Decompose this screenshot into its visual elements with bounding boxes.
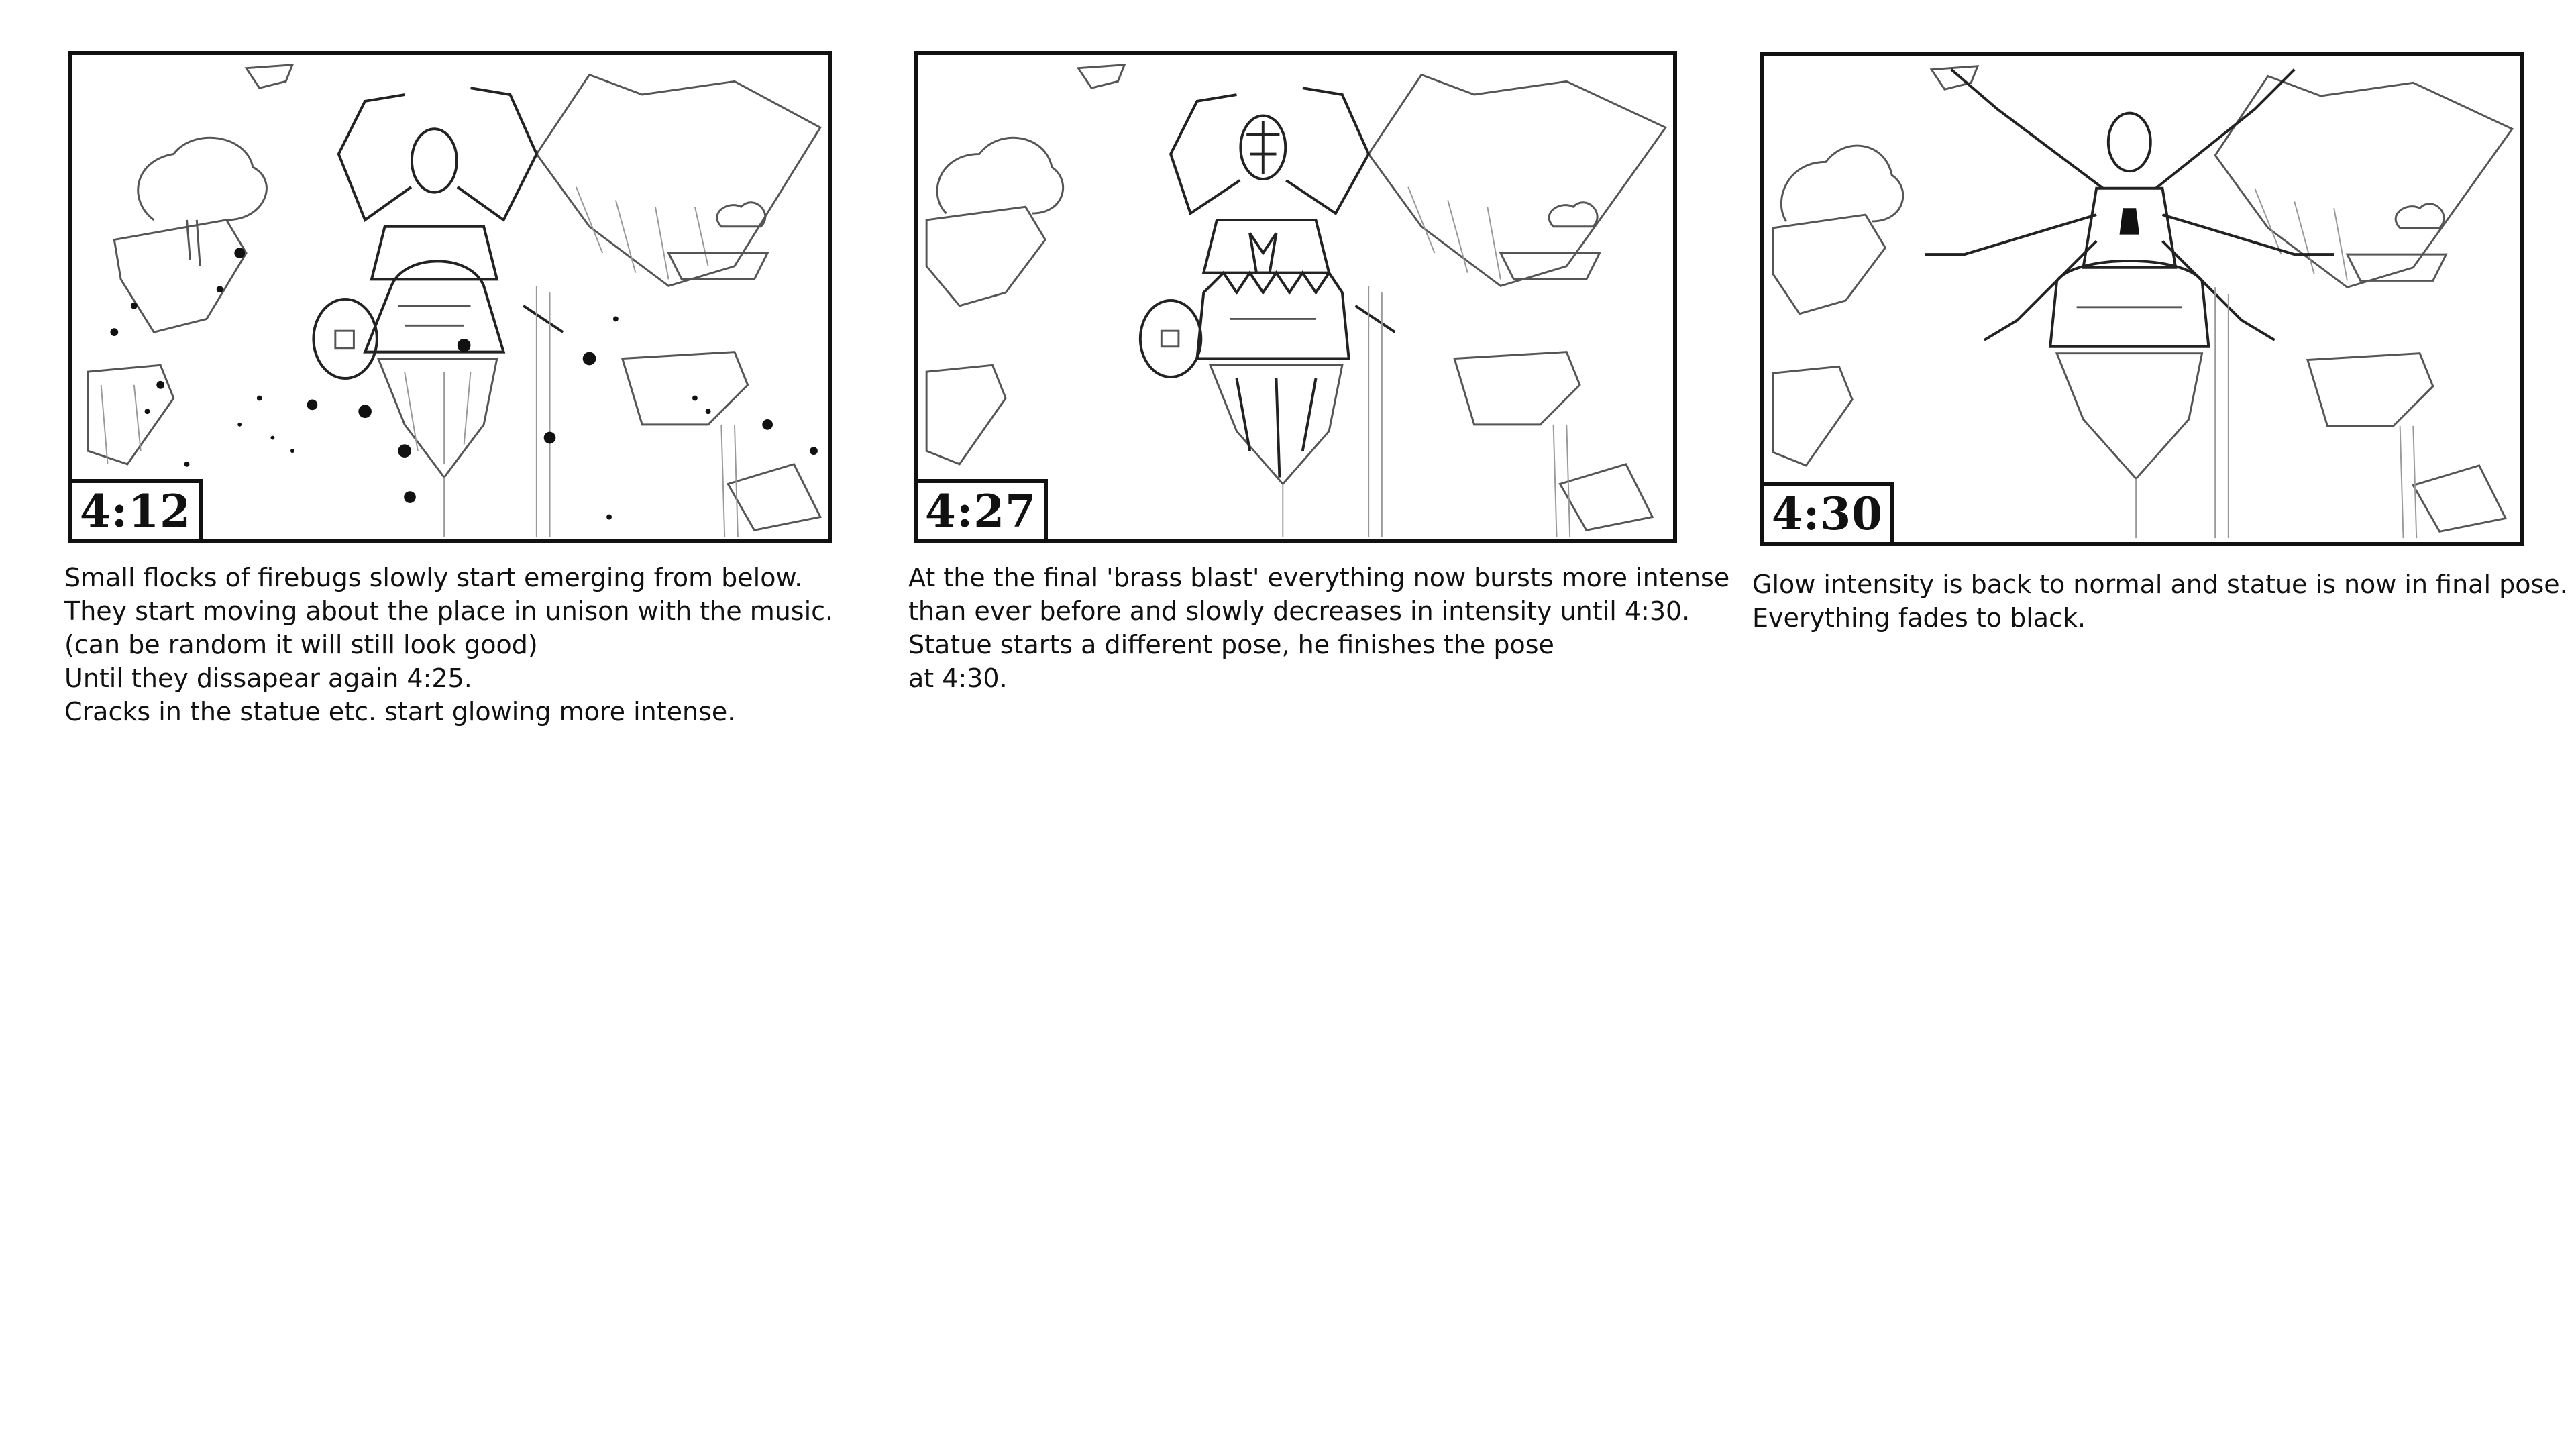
panel-2-sketch-frame xyxy=(914,51,1677,543)
panel-3-sketch-image xyxy=(1764,56,2520,542)
caption-line: (can be random it will still look good) xyxy=(64,630,538,659)
panel-1-sketch-image xyxy=(72,55,828,539)
panel-1-caption xyxy=(64,561,833,729)
caption-line: Cracks in the statue etc. start glowing more intense. xyxy=(64,697,736,727)
caption-line: Glow intensity is back to normal and statue is now in final pose. xyxy=(1752,570,2568,599)
firebugs xyxy=(110,248,817,519)
timecode-badge: 4:30 xyxy=(1760,482,1894,546)
caption-line: They start moving about the place in unison with the music. xyxy=(64,596,834,626)
panel-1-sketch-frame xyxy=(68,51,832,543)
panel-3-sketch-frame xyxy=(1760,52,2524,546)
caption-line: At the the final 'brass blast' everything now bursts more intense xyxy=(908,563,1730,592)
panel-2-sketch-image xyxy=(918,55,1673,539)
timecode-badge: 4:27 xyxy=(914,479,1048,543)
panel-3-caption xyxy=(1752,568,2568,635)
caption-line: Everything fades to black. xyxy=(1752,603,2086,633)
caption-line: at 4:30. xyxy=(908,663,1008,693)
caption-line: than ever before and slowly decreases in intensity until 4:30. xyxy=(908,596,1690,626)
panel-2-caption xyxy=(908,561,1729,695)
caption-line: Small flocks of firebugs slowly start emerging from below. xyxy=(64,563,803,592)
caption-line: Until they dissapear again 4:25. xyxy=(64,663,472,693)
timecode-badge: 4:12 xyxy=(68,479,203,543)
caption-line: Statue starts a different pose, he finishes the pose xyxy=(908,630,1554,659)
